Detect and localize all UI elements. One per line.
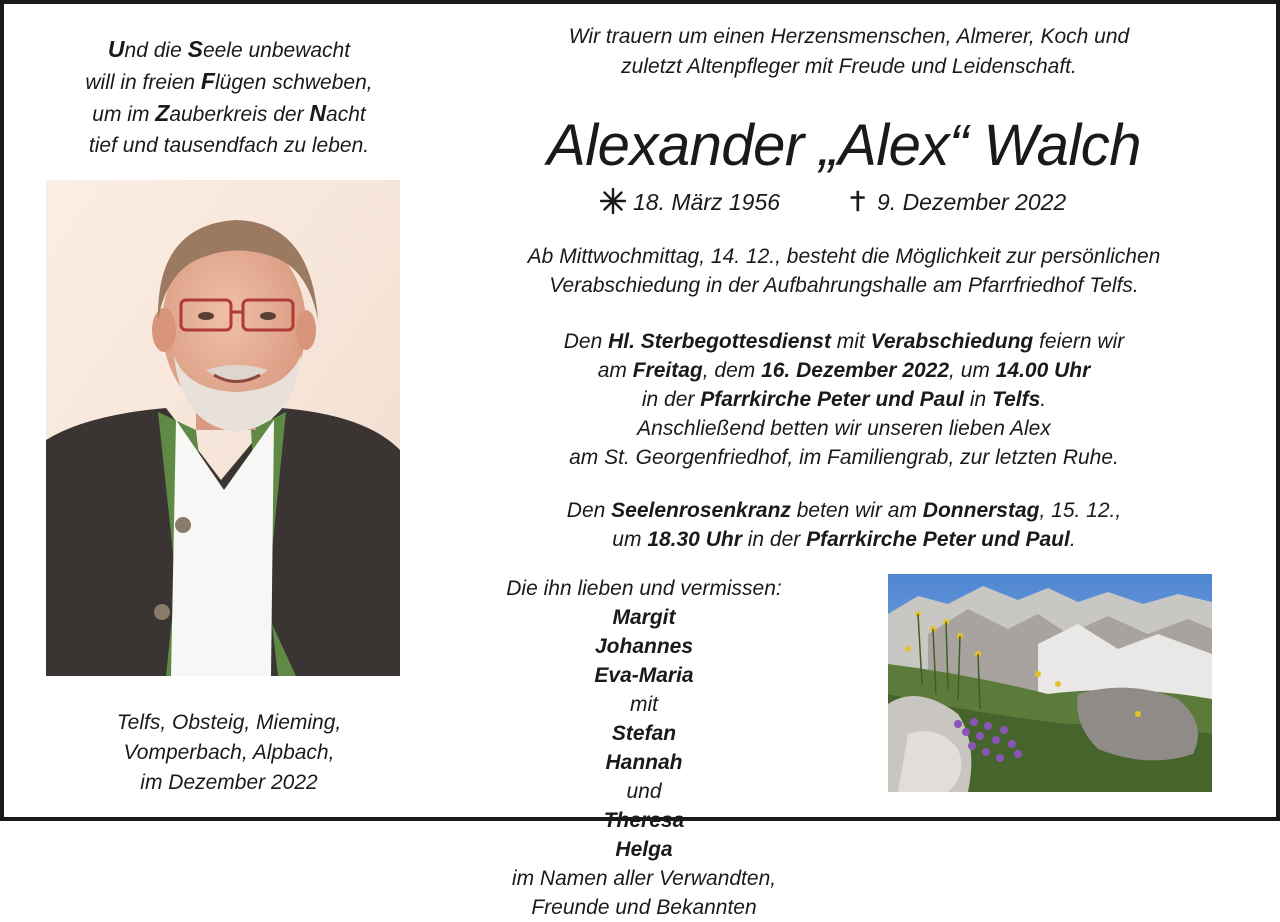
- funeral-service-info: [444, 327, 1244, 472]
- text-run: am: [597, 359, 633, 382]
- bold-text: Helga: [615, 838, 673, 861]
- rosary-line: [444, 496, 1244, 525]
- mourner-line: [464, 748, 824, 835]
- mourner-line: [464, 835, 824, 864]
- bold-text: Pfarrkirche Peter und Paul: [700, 388, 965, 411]
- initial-capital: Z: [155, 100, 170, 126]
- bold-text: Freitag: [632, 359, 703, 382]
- bold-text: Hannah: [605, 751, 683, 774]
- service-line: [444, 443, 1244, 472]
- bold-text: Hl. Sterbegottesdienst: [608, 330, 831, 353]
- bold-text: Johannes: [594, 635, 694, 658]
- bold-text: Eva-Maria: [594, 664, 694, 687]
- text-run: nd die: [124, 39, 188, 62]
- text-run: .: [1040, 388, 1047, 411]
- places-and-date: [34, 708, 424, 798]
- bold-text: Verabschiedung: [870, 330, 1034, 353]
- initial-capital: U: [107, 36, 125, 62]
- poem-line: [34, 34, 424, 66]
- text-run: Freunde und Bekannten: [531, 896, 757, 919]
- bold-text: Theresa: [603, 809, 685, 832]
- birth-date-text: 18. März 1956: [633, 189, 781, 215]
- bold-text: 16. Dezember 2022: [761, 359, 950, 382]
- initial-capital: N: [309, 100, 327, 126]
- text-run: Ab Mittwochmittag, 14. 12., besteht die Möglichkeit zur persönlichen: [527, 245, 1161, 268]
- deceased-name: Alexander „Alex“ Walch: [547, 113, 1141, 178]
- text-run: acht: [326, 103, 366, 126]
- service-line: [444, 356, 1244, 385]
- text-run: in der: [641, 388, 701, 411]
- text-run: tief und tausendfach zu leben.: [88, 134, 370, 157]
- text-run: auberkreis der: [169, 103, 310, 126]
- death-date: [849, 184, 1066, 220]
- text-run: in der: [741, 528, 807, 551]
- text-run: Anschließend betten wir unseren lieben Alex: [637, 417, 1051, 440]
- bold-text: Telfs: [992, 388, 1041, 411]
- asterisk-star-icon: [599, 187, 627, 215]
- mourners-list: [464, 574, 824, 922]
- birth-date: [599, 184, 780, 220]
- text-run: um: [612, 528, 648, 551]
- rosary-info: [444, 496, 1244, 554]
- text-run: im Namen aller Verwandten,: [511, 867, 777, 890]
- bold-text: Donnerstag: [922, 499, 1040, 522]
- service-line: [444, 385, 1244, 414]
- bold-text: Margit: [612, 606, 676, 629]
- text-run: mit: [630, 693, 658, 716]
- bold-text: Pfarrkirche Peter und Paul: [806, 528, 1070, 551]
- intro-line: zuletzt Altenpfleger mit Freude und Leidenschaft.: [621, 55, 1077, 78]
- mourner-line: [464, 632, 824, 661]
- places-line: im Dezember 2022: [140, 771, 318, 794]
- text-run: Den: [563, 330, 609, 353]
- initial-capital: S: [187, 36, 203, 62]
- text-run: , um: [949, 359, 996, 382]
- text-run: Verabschiedung in der Aufbahrungshalle am Pfarrfriedhof Telfs.: [549, 274, 1139, 297]
- bold-text: 14.00 Uhr: [995, 359, 1091, 382]
- mourner-line: [464, 661, 824, 748]
- service-line: [444, 414, 1244, 443]
- viewing-line: [444, 271, 1244, 300]
- text-run: Den: [566, 499, 612, 522]
- cross-icon: [849, 187, 871, 215]
- text-run: lügen schweben,: [214, 71, 373, 94]
- portrait-photo: [46, 180, 400, 676]
- mountain-flowers-photo: [888, 574, 1212, 792]
- places-line: Vomperbach, Alpbach,: [123, 741, 335, 764]
- rosary-line: [444, 525, 1244, 554]
- mourners-heading: Die ihn lieben und vermissen:: [506, 577, 782, 600]
- viewing-info: [444, 242, 1244, 300]
- service-line: [444, 327, 1244, 356]
- mourner-line: [464, 864, 824, 893]
- viewing-line: [444, 242, 1244, 271]
- text-run: .: [1069, 528, 1076, 551]
- bold-text: Stefan: [611, 722, 677, 745]
- mourner-line: [464, 603, 824, 632]
- text-run: , 15. 12.,: [1039, 499, 1122, 522]
- text-run: in: [964, 388, 993, 411]
- text-run: und: [626, 780, 662, 803]
- text-run: am St. Georgenfriedhof, im Familiengrab, zur letzten Ruhe.: [569, 446, 1119, 469]
- life-dates: [444, 184, 1244, 220]
- mourner-line: [464, 893, 824, 922]
- death-date-text: 9. Dezember 2022: [877, 189, 1067, 215]
- poem-line: [34, 66, 424, 98]
- initial-capital: F: [200, 68, 215, 94]
- text-run: mit: [830, 330, 871, 353]
- poem: [34, 34, 424, 161]
- text-run: , dem: [702, 359, 762, 382]
- text-run: feiern wir: [1033, 330, 1125, 353]
- places-line: Telfs, Obsteig, Mieming,: [116, 711, 342, 734]
- intro-text: [454, 22, 1244, 82]
- text-run: will in freien: [85, 71, 201, 94]
- bold-text: 18.30 Uhr: [647, 528, 742, 551]
- text-run: um im: [92, 103, 156, 126]
- text-run: beten wir am: [790, 499, 923, 522]
- text-run: eele unbewacht: [202, 39, 351, 62]
- poem-line: [34, 98, 424, 130]
- bold-text: Seelenrosenkranz: [611, 499, 791, 522]
- poem-line: [34, 130, 424, 161]
- intro-line: Wir trauern um einen Herzensmenschen, Almerer, Koch und: [568, 25, 1130, 48]
